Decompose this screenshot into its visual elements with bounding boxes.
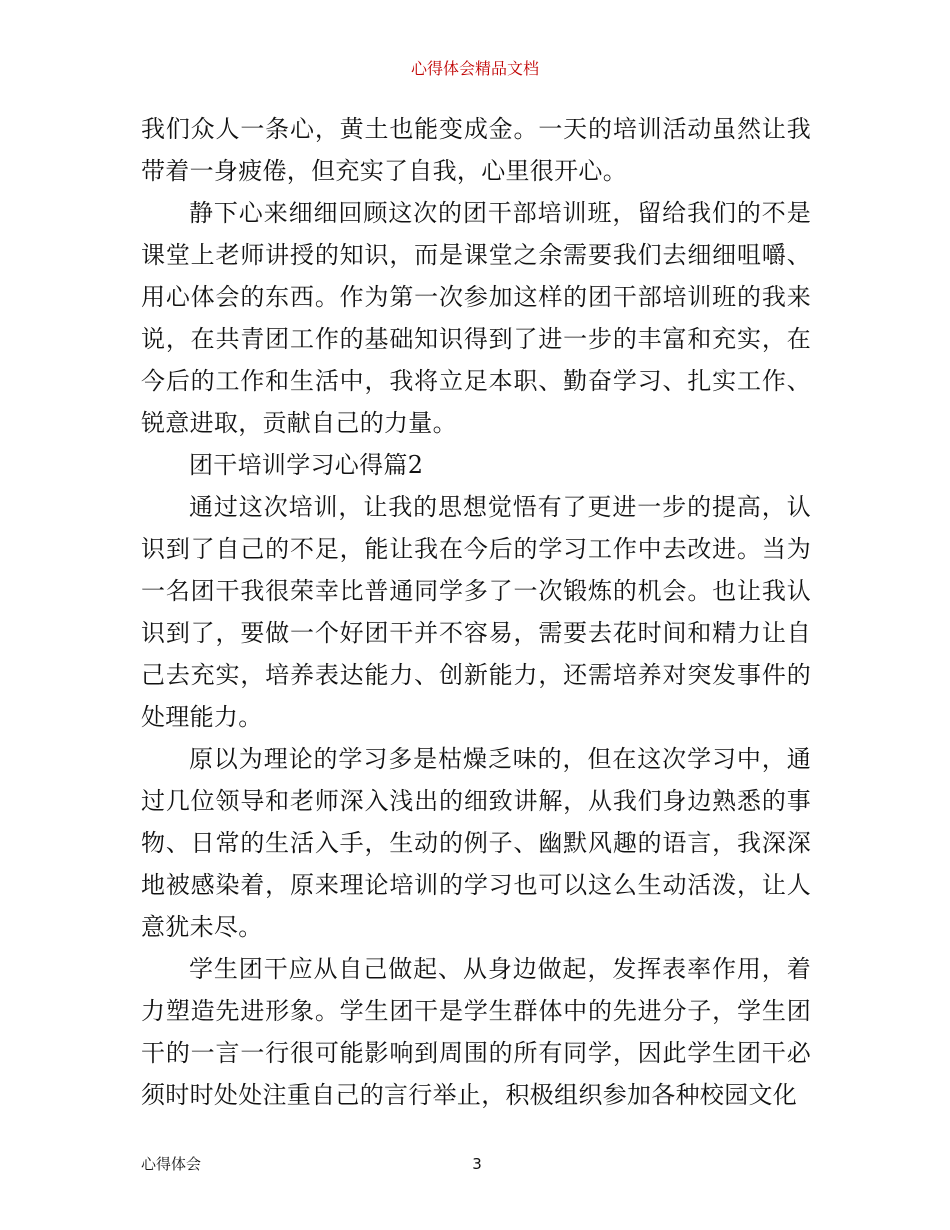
page-number: 3 [472, 1155, 482, 1173]
document-body [141, 108, 811, 1116]
paragraph-3: 通过这次培训，让我的思想觉悟有了更进一步的提高，认识到了自己的不足，能让我在今后的学习工作中去改进。当为一名团干我很荣幸比普通同学多了一次锻炼的机会。也让我认识到了，要做一个好团干并不容易，需要去花时间和精力让自己去充实，培养表达能力、创新能力，还需培养对突发事件的处理能力。 [141, 493, 811, 731]
page-header-title: 心得体会精品文档 [410, 59, 539, 78]
paragraph-4: 原以为理论的学习多是枯燥乏味的，但在这次学习中，通过几位领导和老师深入浅出的细致讲解，从我们身边熟悉的事物、日常的生活入手，生动的例子、幽默风趣的语言，我深深地被感染着，原来理论培训的学习也可以这么生动活泼，让人意犹未尽。 [141, 745, 811, 941]
page-footer-label: 心得体会 [141, 1155, 202, 1173]
paragraph-5: 学生团干应从自己做起、从身边做起，发挥表率作用，着力塑造先进形象。学生团干是学生群体中的先进分子，学生团干的一言一行很可能影响到周围的所有同学，因此学生团干必须时时处处注重自己的言行举止，积极组织参加各种校园文化 [141, 955, 811, 1109]
section-heading: 团干培训学习心得篇2 [189, 451, 424, 479]
paragraph-2: 静下心来细细回顾这次的团干部培训班，留给我们的不是课堂上老师讲授的知识，而是课堂之余需要我们去细细咀嚼、用心体会的东西。作为第一次参加这样的团干部培训班的我来说，在共青团工作的基础知识得到了进一步的丰富和充实，在今后的工作和生活中，我将立足本职、勤奋学习、扎实工作、锐意进取，贡献自己的力量。 [141, 199, 811, 437]
paragraph-1: 我们众人一条心，黄土也能变成金。一天的培训活动虽然让我带着一身疲倦，但充实了自我，心里很开心。 [141, 115, 811, 185]
